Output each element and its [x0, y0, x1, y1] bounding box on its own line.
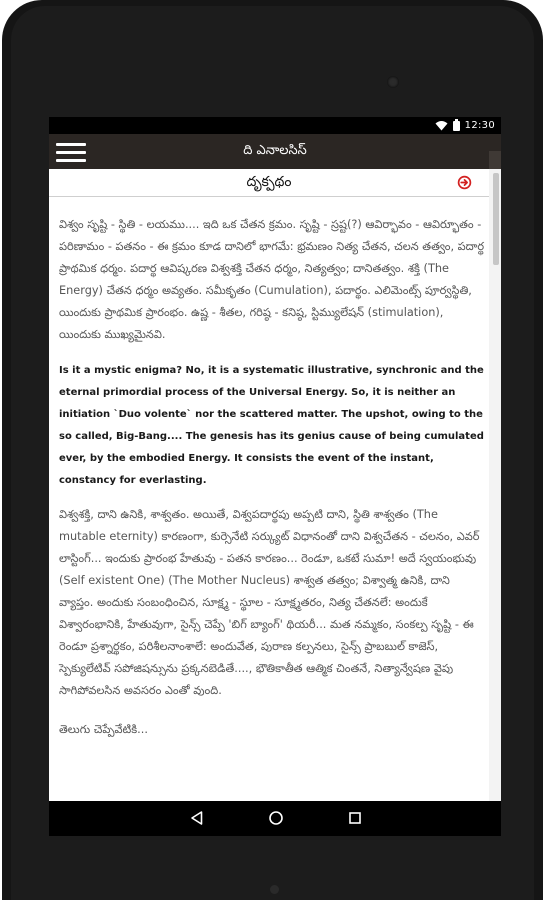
screen: [49, 117, 501, 836]
front-camera: [387, 76, 399, 88]
article-content[interactable]: [49, 197, 487, 801]
battery-icon: [453, 119, 460, 131]
arrow-right-circle-icon[interactable]: [457, 175, 472, 190]
app-bar: [49, 134, 501, 169]
app-title: ది ఎనాలసిస్: [243, 143, 307, 158]
navigation-bar: [49, 801, 501, 836]
telugu-paragraph-1: విశ్వం సృష్టి - స్థితి - లయము.... ఇది ఒక చేతన క్రమం. సృష్టి - స్రష్ట(?) ఆవిర్భావం - ఆవిర్భూతం - పరిణామం - పతనం - ఈ క్రమం కూడ దానిలో భాగమే: భ్రమణం నిత్య చేతన, చలన తత్వం, పదార్థ ప్రాథమిక ధర్మం. పదార్థ ఆవిష్కరణ విశ్వశక్తి చేతన ధర్మం, నిత్యత్వం; దానితత్వం. శక్తి (The Energy) చేతన ధర్మం అవ్యతం. సమీకృతం (Cumulation), పదార్థం. ఎలిమెంట్స్ పూర్వస్థితి, యిందుకు ప్రాథమిక ప్రారంభం. ఉష్ణ - శీతల, గరిష్ఠ - కనిష్ఠ, స్టిమ్యులేషన్ (stimulation), యిందుకు ముఖ్యమైనవి.: [59, 218, 485, 341]
scrollbar-thumb[interactable]: [493, 173, 499, 265]
back-triangle-icon[interactable]: [189, 810, 205, 826]
home-circle-icon[interactable]: [268, 810, 284, 826]
telugu-paragraph-3: తెలుగు చెప్పేవేటికి...: [59, 723, 148, 736]
status-bar: [49, 117, 501, 134]
telugu-paragraph-2: విశ్వశక్తి, దాని ఉనికి, శాశ్వతం. అయితే, విశ్వపదార్థపు అప్పటి దాని, స్థితి శాశ్వతం (The mutable eternity) కారణంగా, కుర్సెనేటి సర్క్యుట్ విధానంతో దాని విశ్వచేతన - చలనం, ఎవర్ లాస్టింగ్... ఇందుకు ప్రారంభ హేతువు - పతన కారణం... రెండూ, ఒకటే సుమా! అదే స్వయంభువు (Self existent One) (The Mother Nucleus) శాశ్వత తత్వం; విశ్వాత్మ ఉనికి, దాని వ్యాప్తం. అందుకు సంబంధించిన, సూక్ష్మ - స్థూల - సూక్ష్మతరం, నిత్య చేతనలే: అందుకే విశ్వారంభానికి, హేతువుగా, సైన్స్ చెప్పే 'బిగ్ బ్యాంగ్' థియరీ... మత నమ్మకం, సంకల్ప సృష్టి - ఈ రెండూ ప్రశ్నార్థకం, పరిశీలనాంశాలే: అందువేత, పురాణ కల్పనలు, సైన్స్ ప్రాబబుల్ కాజెస్, స్పెక్యులేటివ్ సపోజిషన్సును ప్రక్కనబెడితే...., భౌతికాతీత ఆత్మిక చింతనే, నిత్యాన్వేషణ వైపు సాగిపోవలసిన అవసరం ఎంతో వుంది.: [59, 508, 480, 697]
recents-square-icon[interactable]: [347, 810, 363, 826]
device-dot: [270, 885, 279, 894]
wifi-icon: [435, 120, 448, 131]
section-header: [49, 169, 489, 197]
english-paragraph: Is it a mystic enigma? No, it is a systematic illustrative, synchronic and the eternal primordial process of the Universal Energy. So, it is neither an initiation `Duo volente` nor the scattered matter. The upshot, owing to the so called, Big-Bang.... The genesis has its genius cause of being cumulated ever, by the embodied Energy. It consists the event of the instant, constancy for everlasting.: [59, 365, 484, 486]
status-time: 12:30: [464, 119, 495, 131]
section-title: దృక్పథం: [246, 174, 292, 190]
